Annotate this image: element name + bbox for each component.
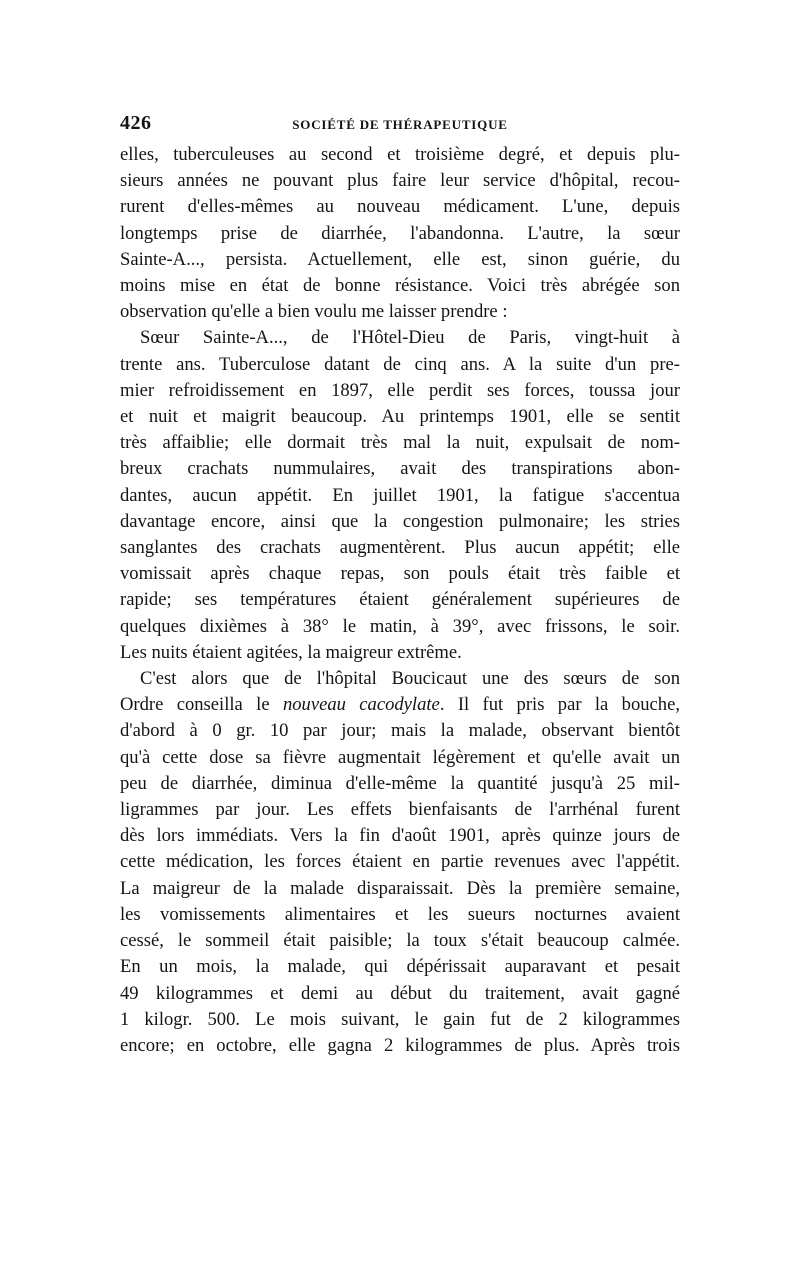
text-segment: les vomissements alimentaires et les sueurs nocturnes avaient — [120, 903, 680, 925]
book-page — [120, 112, 680, 1059]
text-line — [120, 142, 680, 168]
text-segment: trente ans. Tuberculose datant de cinq ans. A la suite d'un pre- — [120, 353, 680, 375]
text-line — [120, 718, 680, 744]
text-line — [120, 194, 680, 220]
text-segment: 1 kilogr. 500. Le mois suivant, le gain fut de 2 kilogrammes — [120, 1008, 680, 1030]
page-number: 426 — [120, 112, 152, 134]
text-segment: dantes, aucun appétit. En juillet 1901, la fatigue s'accentua — [120, 484, 680, 506]
text-line — [120, 456, 680, 482]
text-line — [120, 221, 680, 247]
text-line — [120, 352, 680, 378]
text-line — [120, 823, 680, 849]
text-segment: rapide; ses températures étaient généralement supérieures de — [120, 589, 680, 611]
text-segment: . Il fut pris par la bouche, — [439, 694, 681, 716]
text-segment: C'est alors que de l'hôpital Boucicaut une des sœurs de son — [140, 668, 680, 690]
text-segment: mier refroidissement en 1897, elle perdit ses forces, toussa jour — [120, 379, 680, 401]
text-line — [120, 876, 680, 902]
text-line — [120, 561, 680, 587]
text-segment: Sœur Sainte-A..., de l'Hôtel-Dieu de Paris, vingt-huit à — [140, 327, 680, 349]
text-segment: observation qu'elle a bien voulu me laisser prendre : — [120, 301, 508, 323]
text-line — [120, 771, 680, 797]
text-segment: qu'à cette dose sa fièvre augmentait légèrement et qu'elle avait un — [120, 746, 680, 768]
page-header — [120, 112, 680, 142]
text-segment: encore; en octobre, elle gagna 2 kilogrammes de plus. Après trois — [120, 1034, 680, 1056]
text-line — [120, 299, 680, 325]
text-segment: cessé, le sommeil était paisible; la toux s'était beaucoup calmée. — [120, 930, 680, 952]
text-segment: En un mois, la malade, qui dépérissait auparavant et pesait — [120, 956, 680, 978]
text-line — [120, 640, 680, 666]
text-segment: elles, tuberculeuses au second et troisième degré, et depuis plu- — [120, 144, 680, 165]
body-text — [120, 142, 680, 1059]
text-segment: moins mise en état de bonne résistance. Voici très abrégée son — [120, 275, 680, 297]
italic-text-segment: nouveau cacodylate — [282, 694, 440, 716]
text-line — [120, 483, 680, 509]
text-segment: peu de diarrhée, diminua d'elle-même la quantité jusqu'à 25 mil- — [120, 772, 680, 794]
text-line — [120, 981, 680, 1007]
text-segment: sieurs années ne pouvant plus faire leur service d'hôpital, recou- — [120, 170, 680, 192]
text-segment: d'abord à 0 gr. 10 par jour; mais la malade, observant bientôt — [120, 720, 680, 742]
text-line — [120, 928, 680, 954]
text-segment: davantage encore, ainsi que la congestion pulmonaire; les stries — [120, 510, 680, 532]
text-line — [120, 902, 680, 928]
text-segment: dès lors immédiats. Vers la fin d'août 1901, après quinze jours de — [120, 825, 680, 847]
text-segment: rurent d'elles-mêmes au nouveau médicament. L'une, depuis — [120, 196, 680, 218]
text-segment: sanglantes des crachats augmentèrent. Plus aucun appétit; elle — [120, 537, 680, 559]
text-line — [120, 509, 680, 535]
text-segment: quelques dixièmes à 38° le matin, à 39°, avec frissons, le soir. — [120, 615, 680, 637]
text-line — [120, 404, 680, 430]
text-segment: longtemps prise de diarrhée, l'abandonna. L'autre, la sœur — [120, 222, 680, 244]
text-line — [120, 666, 680, 692]
text-line — [120, 247, 680, 273]
text-segment: très affaiblie; elle dormait très mal la nuit, expulsait de nom- — [120, 432, 680, 454]
text-segment: Les nuits étaient agitées, la maigreur extrême. — [120, 641, 462, 663]
running-head: SOCIÉTÉ DE THÉRAPEUTIQUE — [292, 117, 508, 132]
text-line — [120, 692, 680, 718]
text-segment: et nuit et maigrit beaucoup. Au printemps 1901, elle se sentit — [120, 406, 680, 428]
text-segment: 49 kilogrammes et demi au début du traitement, avait gagné — [120, 982, 680, 1004]
text-segment: vomissait après chaque repas, son pouls était très faible et — [120, 563, 680, 585]
text-line — [120, 535, 680, 561]
text-line — [120, 1033, 680, 1059]
text-line — [120, 745, 680, 771]
text-segment: cette médication, les forces étaient en partie revenues avec l'appétit. — [120, 851, 680, 873]
text-line — [120, 378, 680, 404]
text-line — [120, 954, 680, 980]
text-line — [120, 168, 680, 194]
text-segment: ligrammes par jour. Les effets bienfaisants de l'arrhénal furent — [120, 799, 680, 821]
text-line — [120, 849, 680, 875]
text-line — [120, 587, 680, 613]
text-line — [120, 430, 680, 456]
text-segment: breux crachats nummulaires, avait des transpirations abon- — [120, 458, 680, 480]
text-segment: Ordre conseilla le — [120, 694, 283, 716]
text-line — [120, 273, 680, 299]
text-line — [120, 1007, 680, 1033]
text-line — [120, 614, 680, 640]
text-line — [120, 325, 680, 351]
text-line — [120, 797, 680, 823]
text-segment: La maigreur de la malade disparaissait. Dès la première semaine, — [120, 877, 680, 899]
text-segment: Sainte-A..., persista. Actuellement, elle est, sinon guérie, du — [120, 248, 680, 270]
